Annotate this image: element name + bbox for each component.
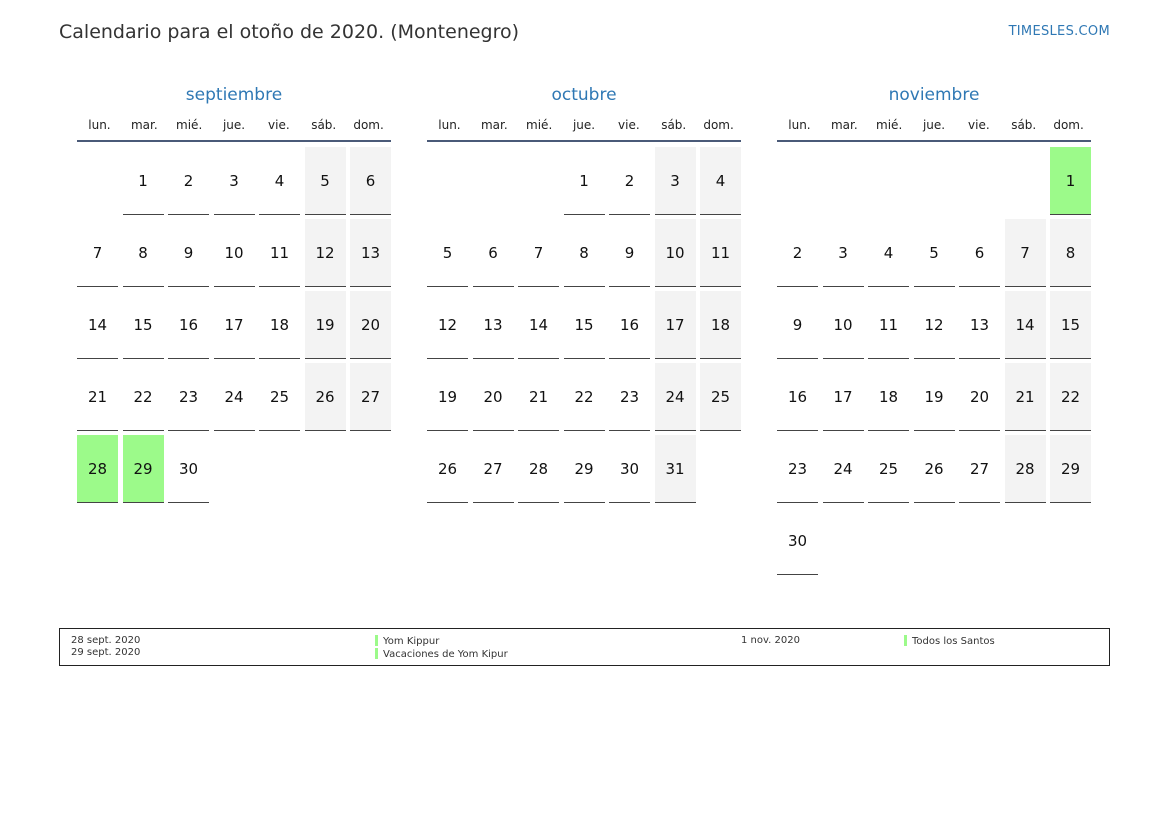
day-cell: 12 — [427, 291, 468, 359]
empty-cell — [473, 147, 514, 215]
day-cell: 7 — [1005, 219, 1046, 287]
day-cell: 30 — [777, 507, 818, 575]
weekday-header — [777, 118, 1091, 142]
empty-cell — [1005, 147, 1046, 215]
empty-cell — [823, 147, 864, 215]
day-cell: 8 — [123, 219, 164, 287]
weekday-label: dom. — [353, 118, 384, 132]
day-cell: 17 — [655, 291, 696, 359]
month-name: noviembre — [888, 85, 980, 105]
day-cell: 4 — [868, 219, 909, 287]
day-cell: 12 — [914, 291, 955, 359]
day-cell: 10 — [655, 219, 696, 287]
legend-date: 29 sept. 2020 — [71, 647, 141, 658]
weekday-header — [77, 118, 391, 142]
day-cell: 28 — [1005, 435, 1046, 503]
holiday-legend — [59, 628, 1110, 666]
day-cell: 8 — [1050, 219, 1091, 287]
day-cell: 16 — [609, 291, 650, 359]
day-cell: 18 — [259, 291, 300, 359]
day-cell: 28 — [518, 435, 559, 503]
day-cell: 11 — [700, 219, 741, 287]
day-cell: 25 — [259, 363, 300, 431]
legend-event: Todos los Santos — [912, 636, 995, 647]
weekday-label: dom. — [1053, 118, 1084, 132]
legend-event: Yom Kippur — [383, 636, 440, 647]
weekday-label: jue. — [222, 118, 246, 132]
day-cell: 19 — [305, 291, 346, 359]
month-noviembre — [777, 84, 1091, 575]
weekday-header — [427, 118, 741, 142]
day-cell: 4 — [259, 147, 300, 215]
day-cell: 20 — [350, 291, 391, 359]
holiday-marker-icon — [375, 648, 378, 659]
day-cell: 14 — [518, 291, 559, 359]
weekday-label: sáb. — [311, 118, 337, 132]
month-septiembre — [77, 84, 391, 503]
day-cell: 20 — [959, 363, 1000, 431]
day-cell: 2 — [609, 147, 650, 215]
empty-cell — [777, 147, 818, 215]
holiday-day-cell: 28 — [77, 435, 118, 503]
weekday-label: jue. — [572, 118, 596, 132]
holiday-day-cell: 1 — [1050, 147, 1091, 215]
day-cell: 1 — [564, 147, 605, 215]
day-cell: 11 — [868, 291, 909, 359]
day-cell: 7 — [77, 219, 118, 287]
holiday-marker-icon — [904, 635, 907, 646]
month-name: octubre — [551, 85, 617, 105]
day-cell: 5 — [427, 219, 468, 287]
day-cell: 3 — [655, 147, 696, 215]
weekday-label: vie. — [618, 118, 640, 132]
weekday-label: sáb. — [1011, 118, 1037, 132]
day-cell: 17 — [214, 291, 255, 359]
weekday-label: mié. — [176, 118, 203, 132]
legend-right-dates — [741, 635, 800, 647]
day-cell: 30 — [168, 435, 209, 503]
weekday-label: mar. — [830, 118, 858, 132]
day-cell: 10 — [214, 219, 255, 287]
day-cell: 4 — [700, 147, 741, 215]
day-cell: 22 — [123, 363, 164, 431]
day-cell: 21 — [1005, 363, 1046, 431]
brand-logo-text[interactable]: TIMESLES.COM — [1008, 24, 1110, 39]
holiday-day-cell: 29 — [123, 435, 164, 503]
day-cell: 2 — [168, 147, 209, 215]
day-cell: 26 — [427, 435, 468, 503]
weekday-label: lun. — [88, 118, 111, 132]
empty-cell — [77, 147, 118, 215]
day-cell: 21 — [77, 363, 118, 431]
day-cell: 19 — [427, 363, 468, 431]
day-cell: 29 — [564, 435, 605, 503]
weekday-label: mar. — [480, 118, 508, 132]
weekday-label: mié. — [876, 118, 903, 132]
day-cell: 8 — [564, 219, 605, 287]
day-cell: 19 — [914, 363, 955, 431]
day-cell: 27 — [350, 363, 391, 431]
day-grid — [777, 147, 1091, 575]
weekday-label: vie. — [968, 118, 990, 132]
day-grid — [427, 147, 741, 503]
day-cell: 1 — [123, 147, 164, 215]
day-cell: 27 — [959, 435, 1000, 503]
day-cell: 3 — [214, 147, 255, 215]
day-cell: 16 — [168, 291, 209, 359]
legend-right-events — [904, 635, 995, 648]
day-cell: 31 — [655, 435, 696, 503]
day-cell: 23 — [609, 363, 650, 431]
empty-cell — [427, 147, 468, 215]
day-cell: 13 — [350, 219, 391, 287]
day-cell: 29 — [1050, 435, 1091, 503]
day-cell: 9 — [168, 219, 209, 287]
day-cell: 6 — [350, 147, 391, 215]
empty-cell — [914, 147, 955, 215]
day-cell: 25 — [700, 363, 741, 431]
day-cell: 24 — [214, 363, 255, 431]
day-cell: 15 — [1050, 291, 1091, 359]
day-cell: 5 — [305, 147, 346, 215]
weekday-label: jue. — [922, 118, 946, 132]
day-cell: 15 — [123, 291, 164, 359]
day-cell: 16 — [777, 363, 818, 431]
day-cell: 27 — [473, 435, 514, 503]
day-cell: 20 — [473, 363, 514, 431]
weekday-label: vie. — [268, 118, 290, 132]
weekday-label: lun. — [788, 118, 811, 132]
day-cell: 6 — [473, 219, 514, 287]
legend-date: 1 nov. 2020 — [741, 635, 800, 646]
weekday-label: dom. — [703, 118, 734, 132]
day-cell: 26 — [914, 435, 955, 503]
weekday-label: mié. — [526, 118, 553, 132]
day-cell: 18 — [868, 363, 909, 431]
weekday-label: mar. — [130, 118, 158, 132]
day-cell: 14 — [77, 291, 118, 359]
day-cell: 15 — [564, 291, 605, 359]
day-cell: 6 — [959, 219, 1000, 287]
day-cell: 24 — [655, 363, 696, 431]
holiday-marker-icon — [375, 635, 378, 646]
page-title: Calendario para el otoño de 2020. (Montenegro) — [59, 21, 520, 43]
day-cell: 24 — [823, 435, 864, 503]
empty-cell — [518, 147, 559, 215]
day-cell: 10 — [823, 291, 864, 359]
day-cell: 21 — [518, 363, 559, 431]
day-cell: 22 — [1050, 363, 1091, 431]
day-cell: 23 — [168, 363, 209, 431]
day-cell: 11 — [259, 219, 300, 287]
legend-left-events — [375, 635, 508, 661]
day-cell: 30 — [609, 435, 650, 503]
day-cell: 3 — [823, 219, 864, 287]
day-cell: 26 — [305, 363, 346, 431]
weekday-label: lun. — [438, 118, 461, 132]
day-cell: 9 — [609, 219, 650, 287]
day-cell: 12 — [305, 219, 346, 287]
month-octubre — [427, 84, 741, 503]
day-cell: 14 — [1005, 291, 1046, 359]
day-cell: 2 — [777, 219, 818, 287]
weekday-label: sáb. — [661, 118, 687, 132]
empty-cell — [959, 147, 1000, 215]
day-cell: 5 — [914, 219, 955, 287]
day-cell: 23 — [777, 435, 818, 503]
day-cell: 9 — [777, 291, 818, 359]
legend-event: Vacaciones de Yom Kipur — [383, 649, 508, 660]
day-cell: 18 — [700, 291, 741, 359]
day-cell: 17 — [823, 363, 864, 431]
month-name: septiembre — [185, 85, 283, 105]
legend-left-dates — [71, 635, 140, 659]
day-cell: 13 — [473, 291, 514, 359]
legend-date: 28 sept. 2020 — [71, 635, 141, 646]
day-cell: 25 — [868, 435, 909, 503]
day-grid — [77, 147, 391, 503]
day-cell: 22 — [564, 363, 605, 431]
day-cell: 13 — [959, 291, 1000, 359]
day-cell: 7 — [518, 219, 559, 287]
empty-cell — [868, 147, 909, 215]
